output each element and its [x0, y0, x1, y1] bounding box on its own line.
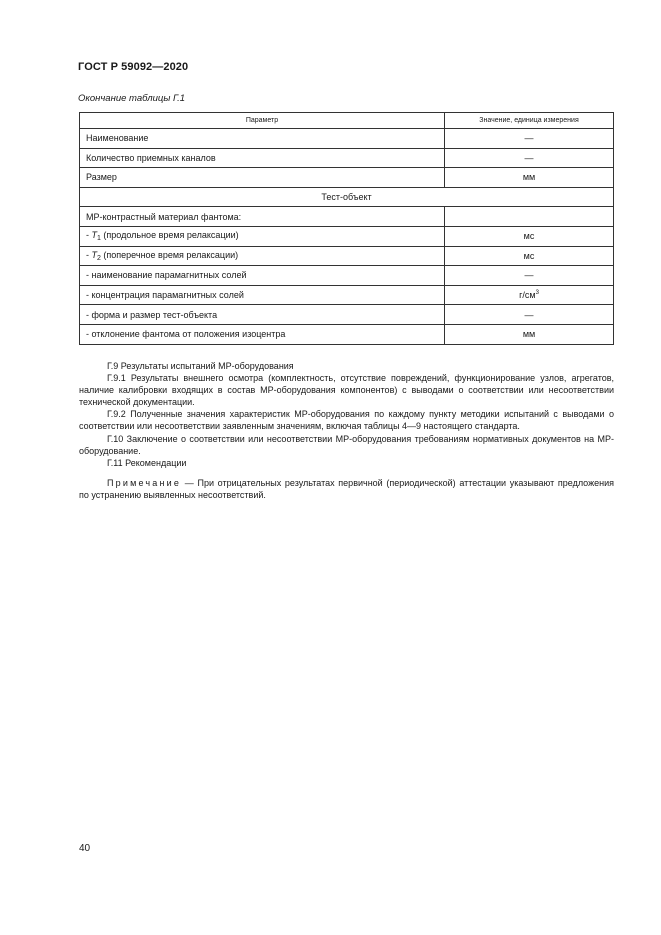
- table-row: [80, 266, 614, 286]
- note-text: — При отрицательных результатах первичной (периодической) аттестации указывают предложения по устранению выявленных несоответствий.: [79, 477, 614, 500]
- paragraph-g9-2: Г.9.2 Полученные значения характеристик МР-оборудования по каждому пункту методики испытаний с выводами о соответствии или несоответствии заявленным значениям, включая таблицы 4—9 настоящего стандарта.: [79, 409, 614, 432]
- paragraph-g9: Г.9 Результаты испытаний МР-оборудования: [107, 361, 294, 371]
- param-cell: [80, 246, 445, 266]
- page-number: 40: [79, 843, 91, 854]
- value-cell: мм: [445, 324, 614, 344]
- unit-base: г/см: [519, 290, 536, 301]
- t1-symbol: T: [91, 230, 97, 241]
- value-cell: —: [445, 305, 614, 325]
- param-cell: - наименование парамагнитных солей: [80, 266, 445, 286]
- table-row: [80, 207, 614, 227]
- table-row: [80, 305, 614, 325]
- value-cell: —: [445, 148, 614, 168]
- table-caption: Окончание таблицы Г.1: [78, 93, 186, 104]
- t1-index: 1: [97, 235, 101, 243]
- param-cell: - форма и размер тест-объекта: [80, 305, 445, 325]
- value-cell: мм: [445, 168, 614, 188]
- paragraph-g10: Г.10 Заключение о соответствии или несоответствии МР-оборудования требованиям нормативных документов на МР-оборудование.: [79, 433, 614, 456]
- table-row: [80, 148, 614, 168]
- table-row: [80, 324, 614, 344]
- column-header-parameter: Параметр: [80, 113, 445, 129]
- t1-description: (продольное время релаксации): [100, 230, 239, 241]
- param-cell: - концентрация парамагнитных солей: [80, 285, 445, 305]
- t2-symbol: T: [91, 249, 97, 260]
- list-dash: -: [86, 249, 92, 260]
- body-text: [79, 360, 614, 501]
- table-row: [80, 246, 614, 266]
- table-header-row: [80, 113, 614, 129]
- value-cell: —: [445, 129, 614, 149]
- value-cell: [445, 207, 614, 227]
- param-cell: - отклонение фантома от положения изоцентра: [80, 324, 445, 344]
- group-title-test-object: Тест-объект: [80, 187, 614, 207]
- standard-designation: ГОСТ Р 59092—2020: [78, 61, 189, 73]
- note-label: Примечание: [107, 477, 182, 488]
- paragraph-g9-1: Г.9.1 Результаты внешнего осмотра (комплектность, отсутствие повреждений, функционирование узлов, агрегатов, наличие калибровки входящих в состав МР-оборудования компонентов) с выводами о соответствии или несоответствии технической документации.: [79, 373, 614, 408]
- value-cell: мс: [445, 246, 614, 266]
- param-cell: Наименование: [80, 129, 445, 149]
- paragraph-g11: Г.11 Рекомендации: [107, 457, 187, 468]
- column-header-value: Значение, единица измерения: [445, 113, 614, 129]
- table-row: [80, 285, 614, 305]
- param-cell: [80, 226, 445, 246]
- table-group-row: [80, 187, 614, 207]
- value-cell: [445, 285, 614, 305]
- param-cell: Размер: [80, 168, 445, 188]
- value-cell: —: [445, 266, 614, 286]
- list-dash: -: [86, 230, 92, 241]
- t2-index: 2: [97, 254, 101, 262]
- note-paragraph: [79, 477, 614, 501]
- table-row: [80, 226, 614, 246]
- param-cell: МР-контрастный материал фантома:: [80, 207, 445, 227]
- param-cell: Количество приемных каналов: [80, 148, 445, 168]
- t2-description: (поперечное время релаксации): [100, 249, 239, 260]
- table-row: [80, 129, 614, 149]
- unit-exponent: 3: [535, 290, 539, 297]
- value-cell: мс: [445, 226, 614, 246]
- table-row: [80, 168, 614, 188]
- parameters-table: [79, 112, 614, 345]
